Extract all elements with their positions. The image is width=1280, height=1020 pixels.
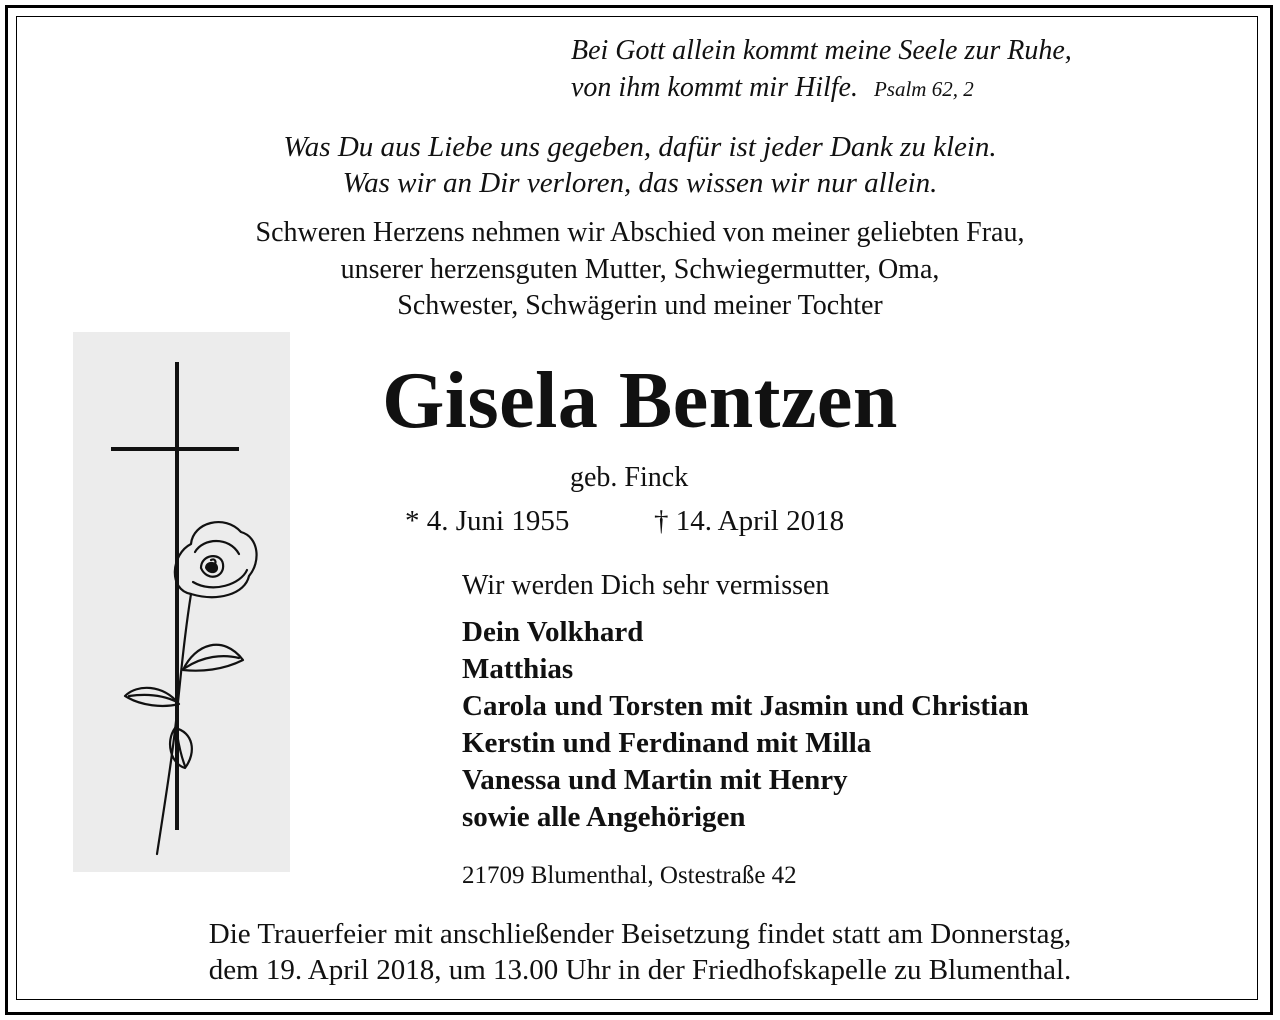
psalm-reference: Psalm 62, 2 bbox=[873, 77, 974, 101]
mourner-name: Vanessa und Martin mit Henry bbox=[462, 764, 848, 796]
family-address: 21709 Blumenthal, Ostestraße 42 bbox=[462, 862, 797, 889]
rose-fill bbox=[205, 562, 218, 573]
mourner-name: Dein Volkhard bbox=[462, 616, 644, 648]
intro-line-2: unserer herzensguten Mutter, Schwiegermutter, Oma, bbox=[340, 254, 940, 285]
mourner-name: Carola und Torsten mit Jasmin und Christian bbox=[462, 690, 1029, 722]
birth-date: * 4. Juni 1955 bbox=[405, 505, 570, 537]
intro-line-1: Schweren Herzens nehmen wir Abschied von meiner geliebten Frau, bbox=[255, 217, 1025, 248]
verse-line-1: Was Du aus Liebe uns gegeben, dafür ist jeder Dank zu klein. bbox=[283, 131, 997, 163]
mourner-name: Kerstin und Ferdinand mit Milla bbox=[462, 727, 872, 759]
mourners-intro: Wir werden Dich sehr vermissen bbox=[462, 570, 830, 601]
psalm-text: von ihm kommt mir Hilfe. bbox=[571, 72, 858, 103]
rose-icon bbox=[125, 522, 257, 854]
intro-line-3: Schwester, Schwägerin und meiner Tochter bbox=[397, 290, 883, 321]
deceased-name: Gisela Bentzen bbox=[382, 357, 898, 445]
funeral-line-1: Die Trauerfeier mit anschließender Beisetzung findet statt am Donnerstag, bbox=[208, 918, 1072, 950]
mourner-name: Matthias bbox=[462, 653, 574, 685]
psalm-line-1: Bei Gott allein kommt meine Seele zur Ruhe, bbox=[571, 35, 1072, 66]
mourner-name: sowie alle Angehörigen bbox=[462, 801, 746, 833]
funeral-line-2: dem 19. April 2018, um 13.00 Uhr in der Friedhofskapelle zu Blumenthal. bbox=[208, 954, 1072, 986]
psalm-line-2 bbox=[571, 72, 974, 104]
verse-line-2: Was wir an Dir verloren, das wissen wir nur allein. bbox=[342, 167, 938, 199]
death-date: † 14. April 2018 bbox=[654, 505, 845, 537]
birth-name: geb. Finck bbox=[570, 462, 689, 493]
